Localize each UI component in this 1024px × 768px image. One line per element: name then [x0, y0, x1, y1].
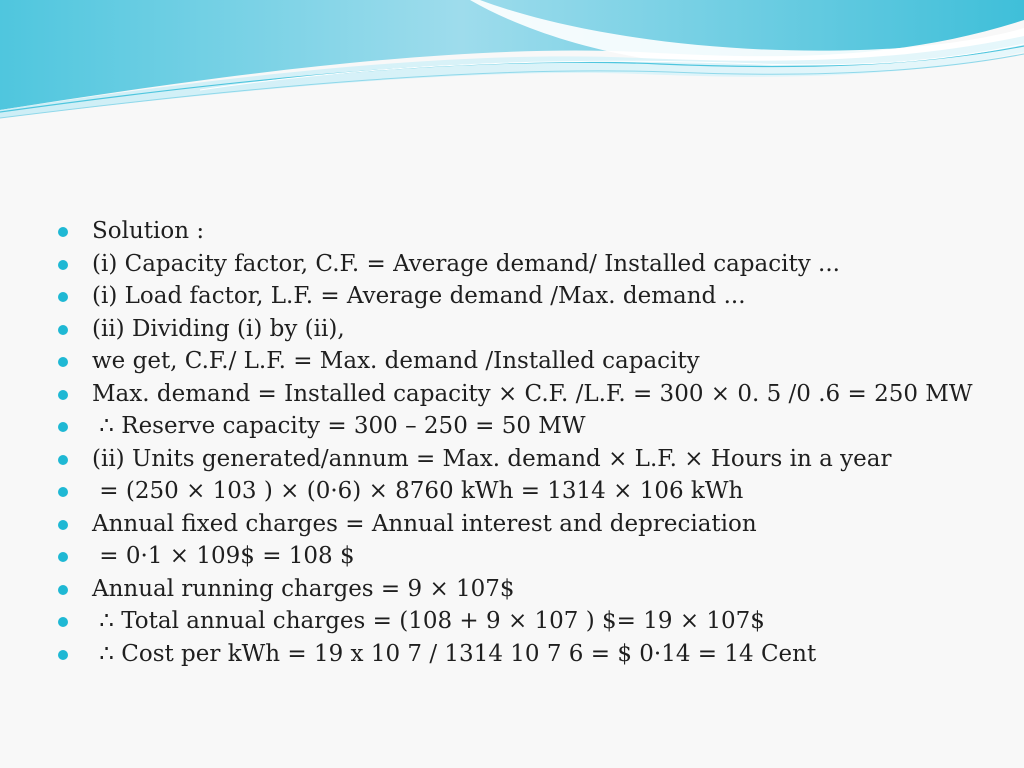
bullet-icon [58, 617, 68, 627]
header-wave-decoration [0, 0, 1024, 130]
bullet-text: Annual running charges = 9 × 107$ [92, 575, 515, 602]
bullet-text: (i) Capacity factor, C.F. = Average demand/ Installed capacity ... [92, 250, 840, 277]
bullet-text: (ii) Dividing (i) by (ii), [92, 315, 345, 342]
bullet-text: (i) Load factor, L.F. = Average demand /Max. demand ... [92, 283, 746, 309]
list-item [58, 573, 988, 606]
list-item [58, 443, 988, 476]
bullet-icon [58, 552, 68, 562]
list-item [58, 605, 988, 638]
bullet-icon [58, 422, 68, 432]
bullet-icon [58, 585, 68, 595]
list-item [58, 638, 988, 671]
bullet-text: Max. demand = Installed capacity × C.F. /L.F. = 300 × 0. 5 /0 .6 = 250 MW [92, 380, 973, 407]
bullet-icon [58, 650, 68, 660]
bullet-icon [58, 390, 68, 400]
bullet-text: ∴ Cost per kWh = 19 x 10 7 / 1314 10 7 6 = $ 0·14 = 14 Cent [92, 640, 817, 667]
list-item [58, 540, 988, 573]
bullet-text: (ii) Units generated/annum = Max. demand × L.F. × Hours in a year [92, 445, 892, 472]
bullet-text: ∴ Reserve capacity = 300 – 250 = 50 MW [92, 413, 586, 439]
bullet-text: = (250 × 103 ) × (0·6) × 8760 kWh = 1314 × 106 kWh [92, 478, 744, 504]
bullet-text: = 0·1 × 109$ = 108 $ [92, 543, 355, 569]
bullet-text: ∴ Total annual charges = (108 + 9 × 107 ) $= 19 × 107$ [92, 608, 765, 634]
list-item [58, 248, 988, 281]
bullet-text: Solution : [92, 218, 205, 244]
list-item [58, 215, 988, 248]
bullet-icon [58, 227, 68, 237]
bullet-icon [58, 455, 68, 465]
bullet-text: Annual fixed charges = Annual interest and depreciation [92, 510, 757, 537]
list-item [58, 475, 988, 508]
bullet-list [58, 215, 988, 670]
bullet-icon [58, 325, 68, 335]
bullet-icon [58, 357, 68, 367]
bullet-icon [58, 520, 68, 530]
list-item [58, 378, 988, 411]
bullet-icon [58, 292, 68, 302]
slide-content [58, 215, 988, 670]
bullet-icon [58, 260, 68, 270]
list-item [58, 508, 988, 541]
bullet-icon [58, 487, 68, 497]
list-item [58, 410, 988, 443]
bullet-text: we get, C.F./ L.F. = Max. demand /Installed capacity [92, 348, 700, 374]
list-item [58, 345, 988, 378]
list-item [58, 313, 988, 346]
list-item [58, 280, 988, 313]
